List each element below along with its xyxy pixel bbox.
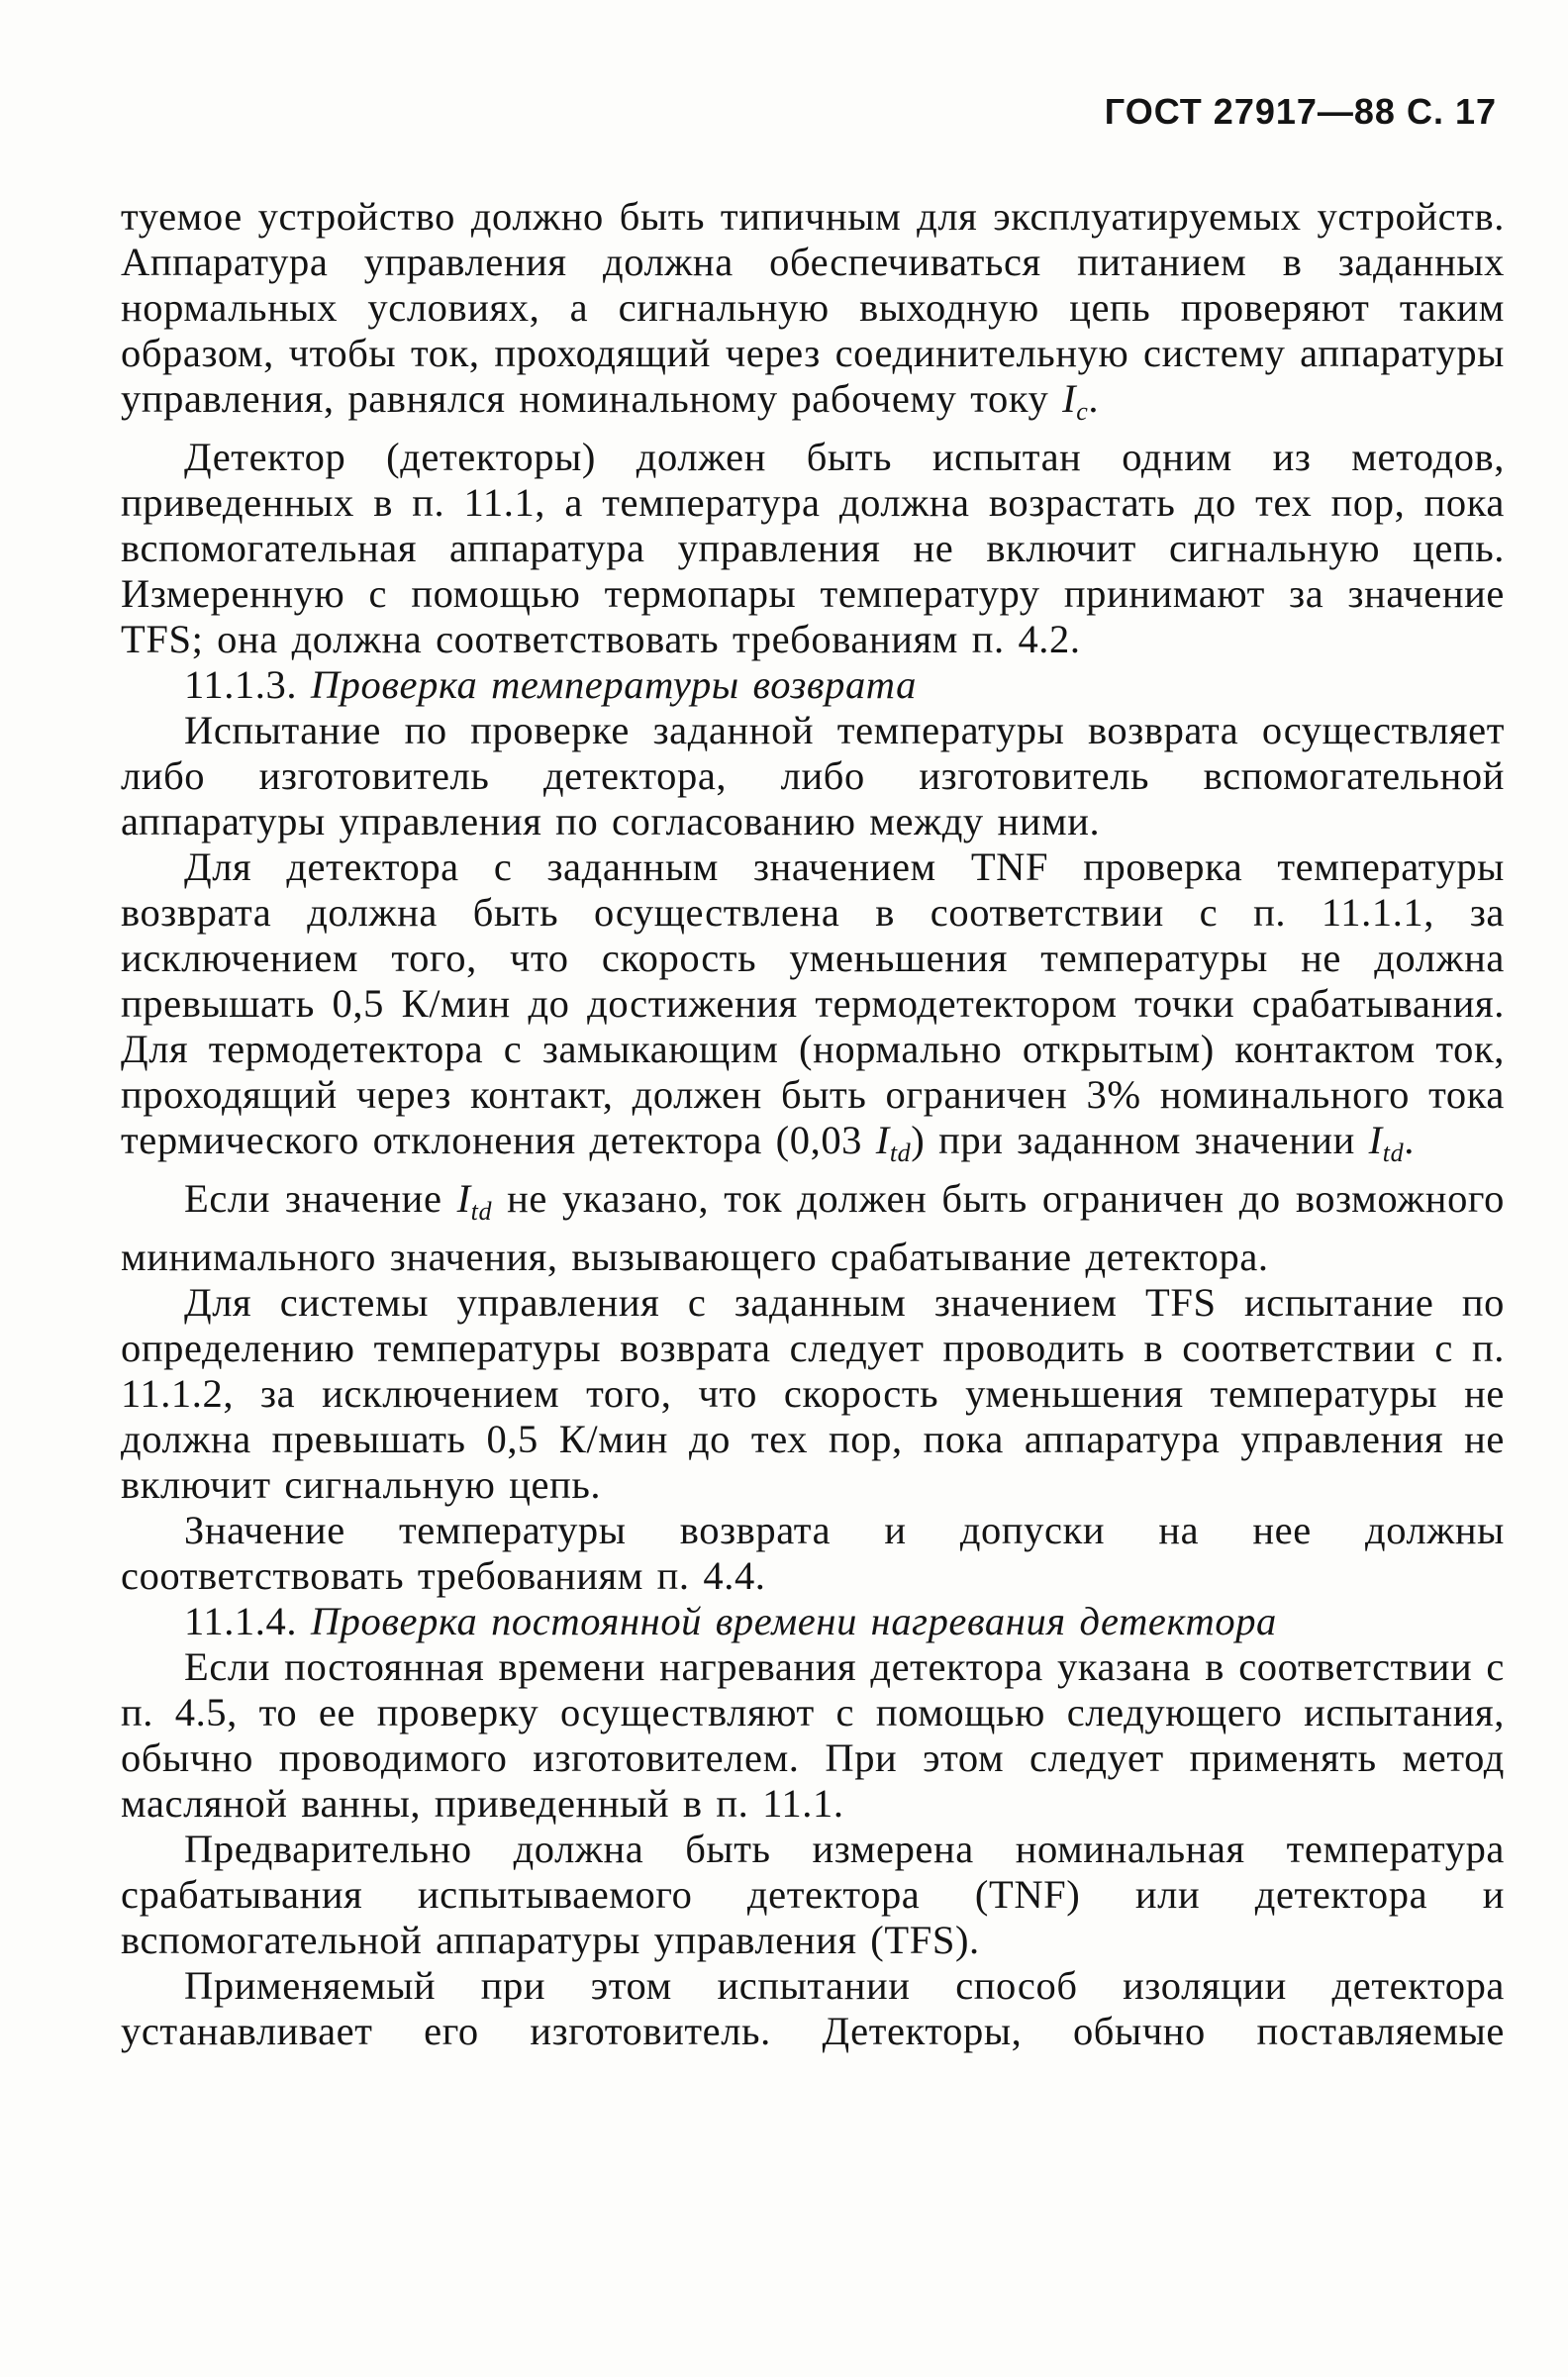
paragraph-time-constant: Если постоянная времени нагревания детектора указана в соответствии с п. 4.5, то ее проверку осуществляют с помощью следующего испытания, обычно проводимого изготовителем. При этом следует применять метод масляной ванны, приведенный в п. 11.1. xyxy=(121,1644,1505,1826)
current-subscript: td xyxy=(470,1197,493,1226)
paragraph-detector-test: Детектор (детекторы) должен быть испытан одним из методов, приведенных в п. 11.1, а температура должна возрастать до тех пор, пока вспомогательная аппаратура управления не включит сигнальную цепь. Измеренную с помощью термопары температуру принимают за значение TFS; она должна соответствовать требованиям п. 4.2. xyxy=(121,435,1505,661)
paragraph-end: . xyxy=(1088,376,1100,421)
paragraph-return-temperature: Испытание по проверке заданной температуры возврата осуществляет либо изготовитель детектора, либо изготовитель вспомогательной аппаратуры управления по согласованию между ними. xyxy=(121,708,1505,843)
paragraph-text: ) при заданном значении xyxy=(911,1118,1369,1162)
paragraph-itd-unspecified xyxy=(121,1176,1505,1280)
paragraph-end: . xyxy=(1404,1118,1415,1162)
paragraph-isolation: Применяемый при этом испытании способ изоляции детектора устанавливает его изготовитель. Детекторы, обычно поставляемые xyxy=(121,1963,1505,2053)
current-subscript: c xyxy=(1076,397,1089,426)
current-symbol: I xyxy=(1368,1118,1383,1162)
section-heading-11-1-3 xyxy=(121,662,1505,708)
paragraph-text: Если значение xyxy=(184,1176,457,1221)
paragraph-text: не указано, ток должен быть ограничен до возможного минимального значения, вызывающего срабатывание детектора. xyxy=(121,1176,1505,1279)
section-title: Проверка температуры возврата xyxy=(310,662,917,707)
text-body xyxy=(121,194,1505,2054)
section-title: Проверка постоянной времени нагревания детектора xyxy=(310,1599,1277,1643)
section-heading-11-1-4 xyxy=(121,1599,1505,1644)
running-header: ГОСТ 27917—88 С. 17 xyxy=(1104,91,1497,132)
paragraph-text: Для детектора с заданным значением TNF проверка температуры возврата должна быть осуществлена в соответствии с п. 11.1.1, за исключением того, что скорость уменьшения температуры не должна превышать 0,5 К/мин до достижения термодетектором точки срабатывания. Для термодетектора с замыкающим (нормально открытым) контактом ток, проходящий через контакт, должен быть ограничен 3% номинального тока термического отклонения детектора (0,03 xyxy=(121,844,1505,1162)
current-subscript: td xyxy=(1382,1139,1405,1167)
current-subscript: td xyxy=(889,1139,912,1167)
paragraph-tfs-system: Для системы управления с заданным значением TFS испытание по определению температуры возврата следует проводить в соответствии с п. 11.1.2, за исключением того, что скорость уменьшения температуры не должна превышать 0,5 К/мин до тех пор, пока аппаратура управления не включит сигнальную цепь. xyxy=(121,1280,1505,1507)
section-number: 11.1.4. xyxy=(184,1599,298,1643)
current-symbol: I xyxy=(875,1118,890,1162)
paragraph-tolerances: Значение температуры возврата и допуски на нее должны соответствовать требованиям п. 4.4. xyxy=(121,1508,1505,1598)
current-symbol: I xyxy=(1062,376,1077,421)
paragraph-text: туемое устройство должно быть типичным для эксплуатируемых устройств. Аппаратура управления должна обеспечиваться питанием в заданных нормальных условиях, а сигнальную выходную цепь проверяют таким образом, чтобы ток, проходящий через соединительную систему аппаратуры управления, равнялся номинальному рабочему току xyxy=(121,194,1505,421)
current-symbol: I xyxy=(456,1176,471,1221)
paragraph-continuation xyxy=(121,194,1505,435)
paragraph-preliminary-measure: Предварительно должна быть измерена номинальная температура срабатывания испытываемого детектора (TNF) или детектора и вспомогательной аппаратуры управления (TFS). xyxy=(121,1827,1505,1962)
section-number: 11.1.3. xyxy=(184,662,298,707)
paragraph-tnf-detector xyxy=(121,844,1505,1176)
